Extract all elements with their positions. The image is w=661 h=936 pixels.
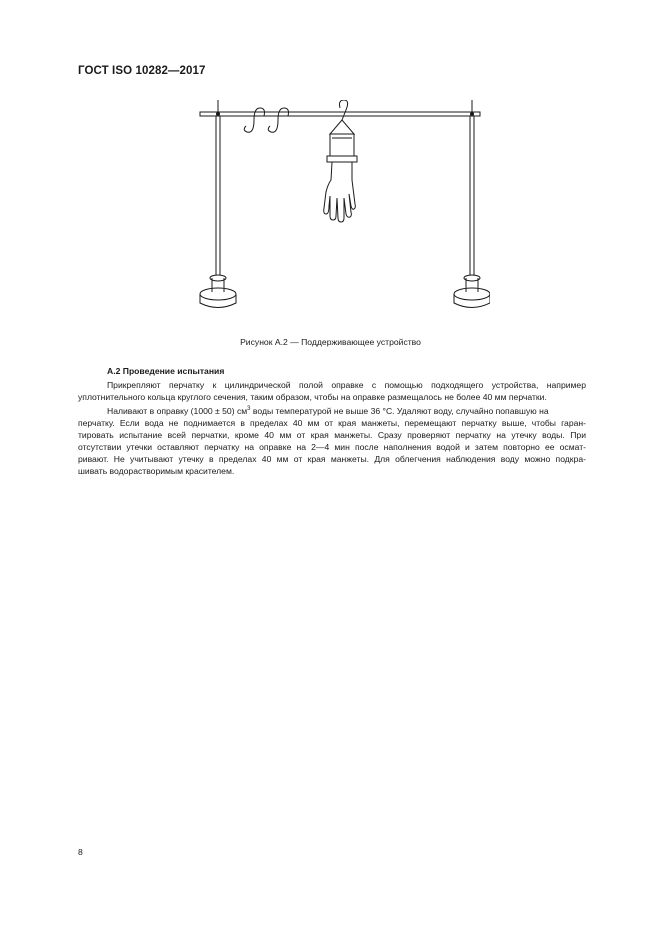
superscript: 3 bbox=[247, 406, 251, 412]
paragraph-line: ривают. Не учитывают утечку в пределах 40 мм от края манжеты. Для облегчения наблюдения воду можно подкра- bbox=[78, 453, 586, 464]
paragraph-line: перчатку. Если вода не поднимается в пределах 40 мм от края манжеты, перемещают перчатку выше, чтобы гаран- bbox=[78, 417, 586, 428]
paragraph-line: шивать водорастворимым красителем. bbox=[78, 465, 235, 476]
paragraph-line: уплотнительного кольца круглого сечения, таким образом, чтобы на оправке размещалось не более 40 мм перчатки. bbox=[78, 392, 547, 402]
paragraph-line: тировать испытание всей перчатки, кроме 40 мм от края манжеты. Сразу проверяют перчатку на утечку воды. При bbox=[78, 429, 586, 440]
right-stand bbox=[454, 100, 490, 308]
paragraph-line bbox=[78, 403, 586, 417]
paragraph-line: Прикрепляют перчатку к цилиндрической полой оправке с помощью подходящего устройства, например bbox=[107, 380, 586, 390]
page-number: 8 bbox=[78, 847, 83, 857]
crossbar bbox=[200, 112, 480, 116]
left-stand bbox=[200, 100, 236, 308]
mandrel bbox=[327, 120, 357, 162]
support-device-figure bbox=[190, 100, 490, 320]
document-header: ГОСТ ISO 10282—2017 bbox=[78, 65, 206, 77]
paragraph-1 bbox=[78, 379, 586, 403]
paragraph-text: Наливают в оправку (1000 ± 50) см bbox=[107, 405, 248, 416]
paragraph-line: отсутствии утечки оставляют перчатку на оправке на 2—4 мин после наполнения водой и затем повторно ее осмат- bbox=[78, 441, 586, 452]
paragraph-text: воды температурой не выше 36 °С. Удаляют воду, случайно попавшую на bbox=[250, 405, 549, 416]
glove bbox=[324, 162, 356, 222]
figure-caption: Рисунок А.2 — Поддерживающее устройство bbox=[240, 337, 421, 347]
paragraph-2 bbox=[78, 403, 586, 477]
section-title: А.2 Проведение испытания bbox=[107, 366, 225, 376]
glove-hook bbox=[340, 100, 348, 120]
